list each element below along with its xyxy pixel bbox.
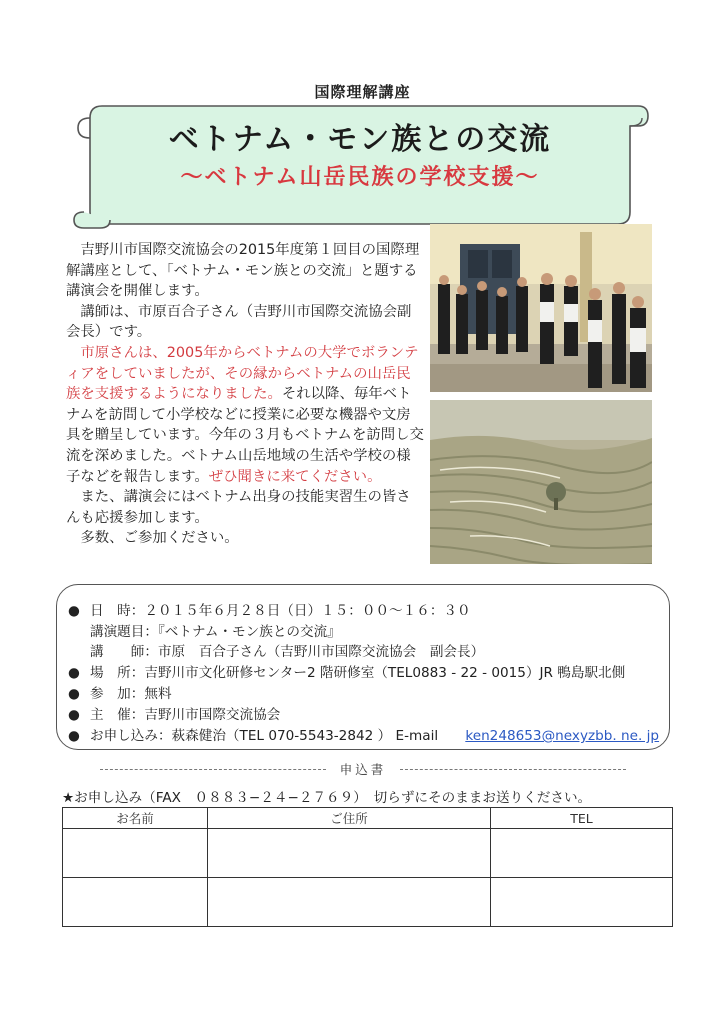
lecturer-text: 講 師：市原 百合子さん（吉野川市国際交流協会 副会長）: [90, 644, 485, 660]
fax-instruction: ★お申し込み（FAX ０８８３−２４−２７６９） 切らずにそのままお送りください。: [62, 790, 592, 806]
table-header-row: [63, 808, 673, 829]
date-row: [68, 599, 471, 619]
venue-row: [68, 661, 625, 681]
venue-text: 場 所：吉野川市文化研修センター2 階研修室（TEL0883 - 22 - 0015）JR 鴨島駅北側: [90, 665, 626, 681]
header-tel: TEL: [491, 808, 673, 829]
rice-terraces-photo: [430, 400, 652, 564]
apply-row: [68, 724, 659, 744]
application-form-label: 申込書: [339, 762, 387, 777]
address-cell[interactable]: [208, 878, 491, 927]
topic-row: [68, 620, 341, 640]
tel-cell[interactable]: [491, 829, 673, 878]
intro-text: [66, 240, 424, 549]
bullet: ●: [68, 686, 80, 702]
organizer-text: 主 催：吉野川市国際交流協会: [90, 707, 281, 723]
header-address: ご住所: [208, 808, 491, 829]
intro-paragraph-1: 吉野川市国際交流協会の2015年度第１回目の国際理解講座として、「ベトナム・モン族との交流」と題する講演会を開催します。: [66, 242, 420, 300]
intro-paragraph-4: また、講演会にはベトナム出身の技能実習生の皆さんも応援参加します。: [66, 489, 411, 526]
bullet: ●: [68, 728, 80, 744]
school-children-photo: [430, 224, 652, 392]
bullet: ●: [68, 665, 80, 681]
tel-cell[interactable]: [491, 878, 673, 927]
fee-row: [68, 682, 172, 702]
highlight-text: 市原さんは、2005年からベトナムの大学でボランティアをしていましたが、その縁からベトナムの山岳民族を支援するようになりました。: [66, 344, 419, 403]
date-text: 日 時：２０１５年６月２８日（日）１５：００〜１６：３０: [90, 603, 471, 619]
header-name: お名前: [63, 808, 208, 829]
series-label: 国際理解講座: [314, 83, 411, 101]
application-form-table: [62, 807, 673, 927]
apply-text: お申し込み：萩森健治（TEL 070-5543-2842 ） E-mail: [90, 728, 439, 744]
intro-paragraph-3-body: それ以降、毎年ベトナムを訪問して小学校などに授業に必要な機器や文房具を贈呈しています。今年の３月もベトナムを訪問し交流を深めました。ベトナム山岳地域の生活や学校の様子などを報告します。: [66, 386, 424, 485]
table-row: [63, 878, 673, 927]
divider-line-right: [400, 769, 626, 770]
name-cell[interactable]: [63, 878, 208, 927]
name-cell[interactable]: [63, 829, 208, 878]
lecturer-row: [68, 640, 484, 660]
bullet: ●: [68, 707, 80, 723]
main-title: ベトナム・モン族との交流: [168, 122, 552, 157]
organizer-row: [68, 703, 280, 723]
bullet: ●: [68, 603, 80, 619]
topic-text: 講演題目：『ベトナム・モン族との交流』: [90, 624, 341, 640]
email-link[interactable]: ken248653@nexyzbb. ne. jp: [465, 728, 660, 744]
table-row: [63, 829, 673, 878]
intro-paragraph-3: [66, 343, 424, 487]
subtitle: 〜ベトナム山岳民族の学校支援〜: [180, 165, 540, 190]
invitation-text: ぜひ聞きに来てください。: [208, 468, 382, 485]
fee-text: 参 加：無料: [90, 686, 172, 702]
intro-paragraph-2: 講師は、市原百合子さん（吉野川市国際交流協会副会長）です。: [66, 303, 412, 341]
intro-paragraph-5: 多数、ご参加ください。: [80, 530, 239, 547]
address-cell[interactable]: [208, 829, 491, 878]
divider-line-left: [100, 769, 326, 770]
